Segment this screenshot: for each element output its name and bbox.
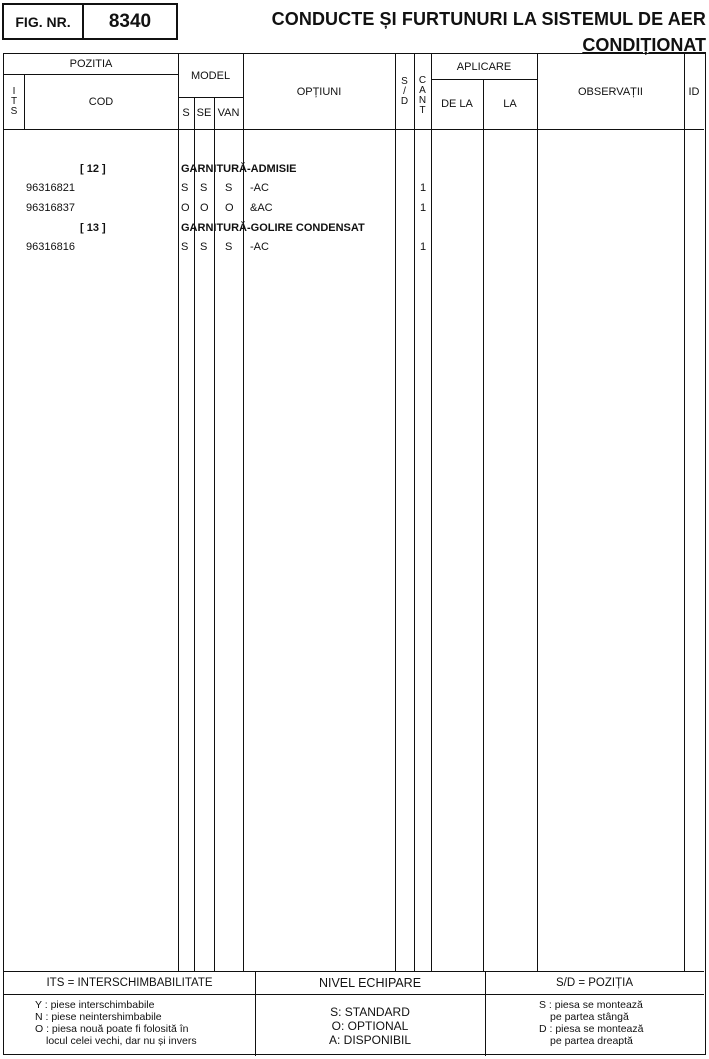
legend-its-line: Y : piese interschimbabile [35, 999, 155, 1011]
header-bottom-line [4, 129, 704, 130]
col-header-cod: COD [88, 95, 114, 108]
col-line-dela [483, 79, 484, 971]
legend-its-line: O : piesa nouă poate fi folosită în [35, 1023, 189, 1035]
legend-its-line: N : piese neintershimbabile [35, 1011, 162, 1023]
cant-letter: T [419, 105, 426, 116]
col-header-cant [414, 68, 431, 124]
its-letter: S [10, 106, 18, 117]
fig-label-box [2, 3, 84, 40]
position-ref: [ 13 ] [80, 222, 106, 234]
sd-letter: / [403, 86, 406, 97]
legend-sd-line: pe partea stângă [550, 1011, 629, 1023]
col-header-sd [395, 68, 414, 116]
col-line-optiuni [395, 54, 396, 971]
col-line-sd [414, 54, 415, 971]
quantity-value: 1 [420, 182, 427, 194]
col-line-la [537, 54, 538, 971]
cant-letter: A [419, 85, 426, 96]
legend-sd-line: D : piesa se montează [539, 1023, 644, 1035]
col-header-pozitia: POZITIA [69, 58, 113, 70]
legend-sd-list [539, 999, 643, 1047]
col-header-observatii: OBSERVAȚII [577, 85, 643, 98]
model-s-value: O [181, 202, 190, 214]
option-value: -AC [250, 182, 269, 194]
col-header-optiuni: OPȚIUNI [296, 85, 342, 98]
legend-nivel-line: A: DISPONIBIL [328, 1033, 412, 1047]
legend-sd-title: S/D = POZIȚIA [555, 976, 633, 989]
parts-table [3, 53, 706, 1055]
col-header-model-s: S [182, 107, 190, 119]
col-line-observatii [684, 54, 685, 971]
model-s-value: S [181, 182, 189, 194]
col-header-model-se: SE [196, 107, 212, 119]
its-letter: I [12, 86, 16, 97]
model-se-value: O [200, 202, 209, 214]
model-se-value: S [200, 241, 208, 253]
fig-number-box [82, 3, 178, 40]
model-van-value: S [225, 182, 233, 194]
legend-nivel-title: NIVEL ECHIPARE [318, 975, 422, 990]
model-s-value: S [181, 241, 189, 253]
col-header-id: ID [688, 85, 700, 98]
model-van-value: S [225, 241, 233, 253]
group-description: GARNITURĂ-GOLIRE CONDENSAT [181, 222, 365, 234]
option-value: -AC [250, 241, 269, 253]
quantity-value: 1 [420, 202, 427, 214]
legend-nivel-line: S: STANDARD [330, 1005, 410, 1019]
position-ref: [ 12 ] [80, 163, 106, 175]
col-header-model-van: VAN [217, 107, 240, 119]
legend-nivel-list [255, 1005, 485, 1047]
part-code: 96316821 [26, 182, 75, 194]
legend-its-line: locul celei vechi, dar nu și invers [46, 1035, 197, 1047]
its-letter: T [10, 96, 18, 107]
col-header-la: LA [503, 98, 517, 110]
col-header-de-la: DE LA [441, 98, 473, 110]
legend-title-line [4, 994, 704, 995]
part-code: 96316837 [26, 202, 75, 214]
cant-letter: N [418, 95, 427, 106]
page-title: CONDUCTE ȘI FURTUNURI LA SISTEMUL DE AER [271, 9, 706, 29]
cant-letter: C [418, 75, 427, 86]
option-value: &AC [250, 202, 273, 214]
col-header-its [4, 76, 24, 128]
sd-letter: S [401, 76, 408, 87]
legend-its-list [35, 999, 197, 1047]
page-title-continuation: CONDIȚIONAT [582, 35, 706, 55]
quantity-value: 1 [420, 241, 427, 253]
sd-letter: D [400, 96, 409, 107]
fig-label: FIG. NR. [15, 13, 71, 30]
model-van-value: O [225, 202, 234, 214]
col-header-model: MODEL [190, 69, 231, 82]
col-line-van [243, 54, 244, 971]
legend-its-title: ITS = INTERSCHIMBABILITATE [46, 976, 213, 989]
model-se-value: S [200, 182, 208, 194]
col-line-cod [178, 54, 179, 971]
group-description: GARNITURĂ-ADMISIE [181, 163, 297, 175]
legend-sd-line: S : piesa se montează [539, 999, 643, 1011]
col-line-cant [431, 54, 432, 971]
legend-sd-line: pe partea dreaptă [550, 1035, 633, 1047]
legend-nivel-line: O: OPTIONAL [331, 1019, 409, 1033]
col-header-aplicare: APLICARE [456, 60, 512, 73]
part-code: 96316816 [26, 241, 75, 253]
fig-number: 8340 [108, 10, 152, 32]
